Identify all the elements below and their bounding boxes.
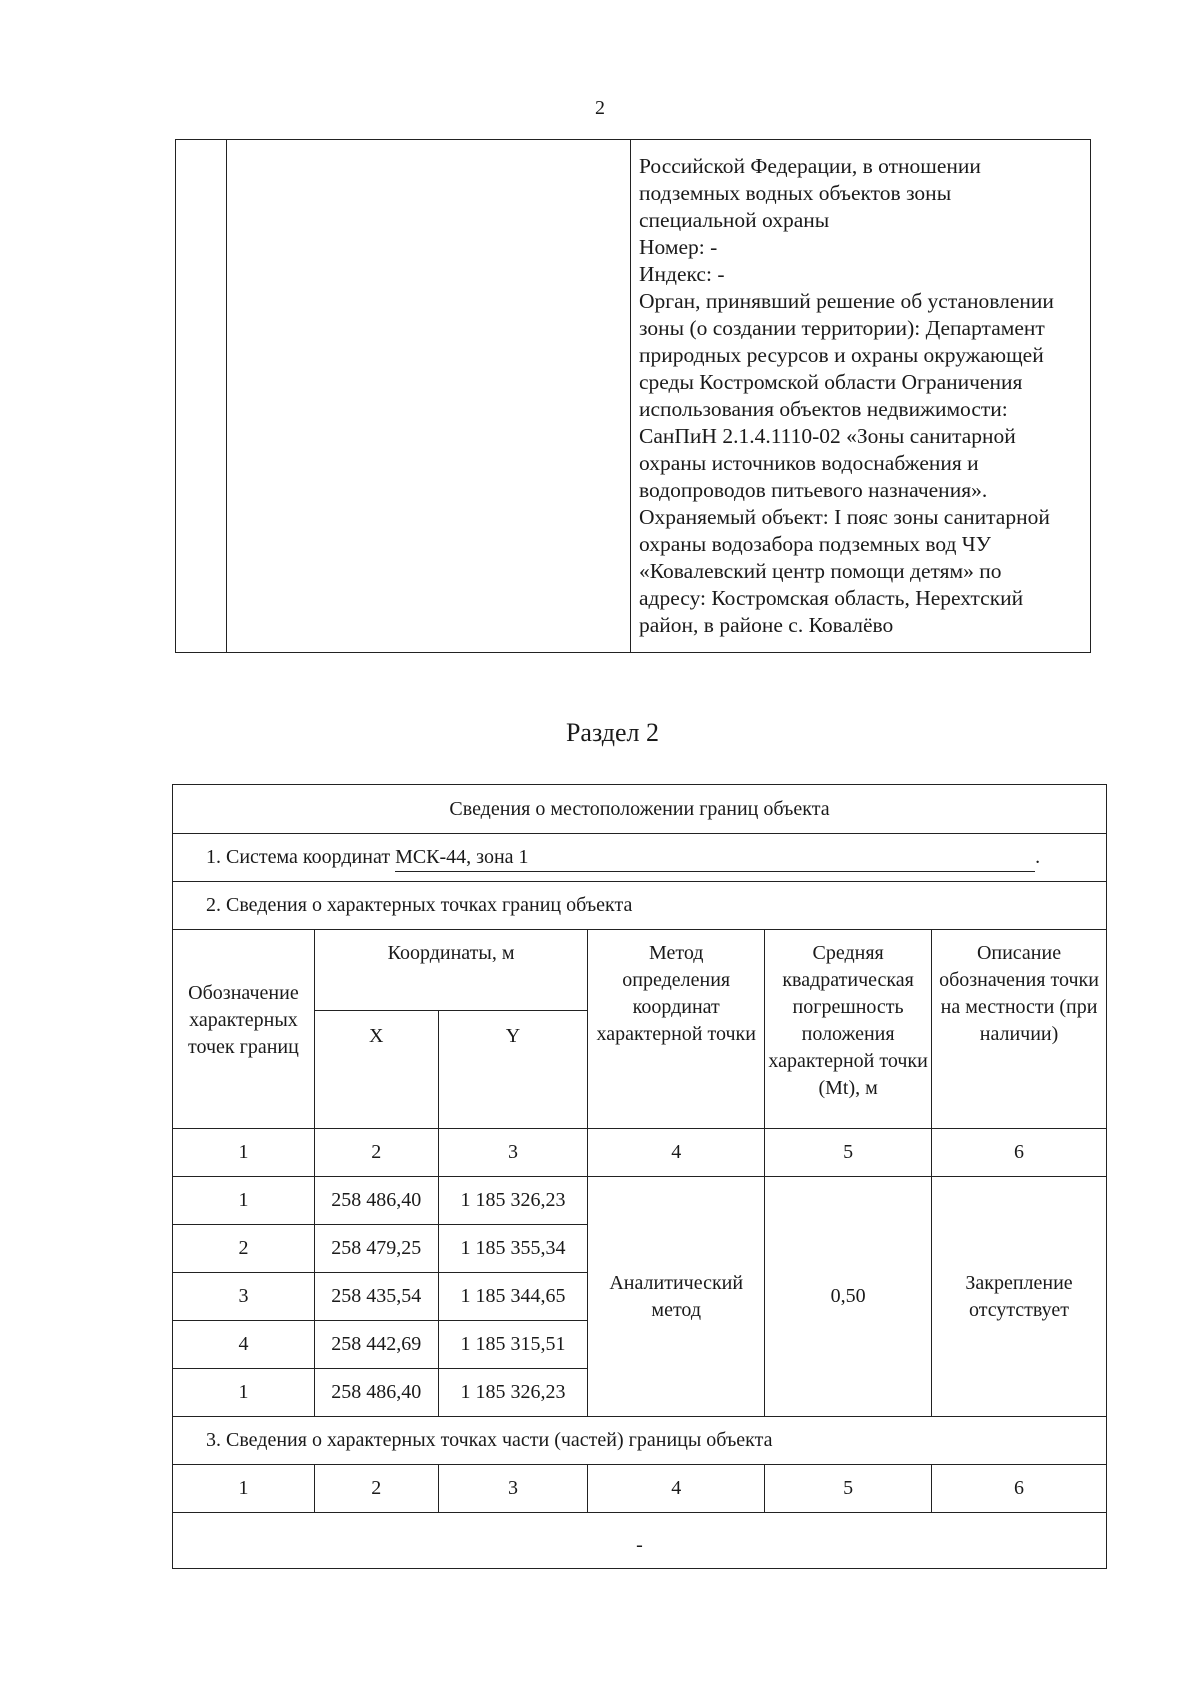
point-y: 1 185 355,34 <box>438 1225 588 1273</box>
point-number: 2 <box>173 1225 315 1273</box>
point-number: 1 <box>173 1177 315 1225</box>
desc-line: использования объектов недвижимости: <box>639 397 1008 421</box>
desc-line: Российской Федерации, в отношении <box>639 154 981 178</box>
empty-cell-1 <box>176 140 227 653</box>
desc-line: специальной охраны <box>639 208 830 232</box>
part-heading: 3. Сведения о характерных точках части (частей) границы объекта <box>173 1417 1107 1465</box>
coord-system-end: . <box>1035 845 1041 868</box>
point-x: 258 486,40 <box>314 1177 438 1225</box>
point-y: 1 185 344,65 <box>438 1273 588 1321</box>
point-x: 258 479,25 <box>314 1225 438 1273</box>
part-column-number: 2 <box>314 1465 438 1513</box>
coord-system-label: 1. Система координат <box>206 845 391 868</box>
desc-line: подземных водных объектов зоны <box>639 181 952 205</box>
desc-line: СанПиН 2.1.4.1110-02 «Зоны санитарной <box>639 424 1016 448</box>
coord-system-value: МСК-44, зона 1 <box>395 844 1035 872</box>
column-number: 4 <box>588 1129 765 1177</box>
desc-line: Номер: - <box>639 235 718 259</box>
column-number: 3 <box>438 1129 588 1177</box>
part-column-number: 3 <box>438 1465 588 1513</box>
part-value: - <box>173 1513 1107 1569</box>
part-column-number: 5 <box>765 1465 932 1513</box>
point-x: 258 486,40 <box>314 1369 438 1417</box>
desc-line: охраны водозабора подземных вод ЧУ <box>639 532 991 556</box>
method-value: Аналитический метод <box>588 1177 765 1417</box>
point-number: 4 <box>173 1321 315 1369</box>
header-x: X <box>314 1011 438 1129</box>
point-y: 1 185 315,51 <box>438 1321 588 1369</box>
point-number: 3 <box>173 1273 315 1321</box>
column-number: 6 <box>932 1129 1107 1177</box>
desc-line: водопроводов питьевого назначения». <box>639 478 988 502</box>
part-column-number: 6 <box>932 1465 1107 1513</box>
header-accuracy: Средняя квадратическая погрешность положения характерной точки (Mt), м <box>765 930 932 1129</box>
part-column-number: 1 <box>173 1465 315 1513</box>
header-coordinates: Координаты, м <box>314 930 587 1011</box>
desc-line: Орган, принявший решение об установлении <box>639 289 1054 313</box>
point-x: 258 442,69 <box>314 1321 438 1369</box>
point-x: 258 435,54 <box>314 1273 438 1321</box>
points-heading: 2. Сведения о характерных точках границ объекта <box>173 882 1107 930</box>
boundary-table <box>172 784 1107 1569</box>
desc-line: среды Костромской области Ограничения <box>639 370 1023 394</box>
header-designation: Обозначение характерных точек границ <box>173 930 315 1129</box>
description-value: Закрепление отсутствует <box>932 1177 1107 1417</box>
desc-line: адресу: Костромская область, Нерехтский <box>639 586 1024 610</box>
point-y: 1 185 326,23 <box>438 1177 588 1225</box>
page-number: 2 <box>595 97 605 119</box>
header-y: Y <box>438 1011 588 1129</box>
column-number: 5 <box>765 1129 932 1177</box>
header-description: Описание обозначения точки на местности (при наличии) <box>932 930 1107 1129</box>
column-number: 1 <box>173 1129 315 1177</box>
desc-line: Индекс: - <box>639 262 725 286</box>
header-method: Метод определения координат характерной точки <box>588 930 765 1129</box>
column-number: 2 <box>314 1129 438 1177</box>
desc-line: охраны источников водоснабжения и <box>639 451 979 475</box>
coord-system-row <box>173 834 1107 882</box>
desc-line: Охраняемый объект: I пояс зоны санитарной <box>639 505 1050 529</box>
part-column-number: 4 <box>588 1465 765 1513</box>
point-number: 1 <box>173 1369 315 1417</box>
table-title: Сведения о местоположении границ объекта <box>173 785 1107 834</box>
section-title: Раздел 2 <box>565 718 660 747</box>
zone-description-cell <box>631 140 1091 653</box>
continuation-table <box>175 139 1091 653</box>
desc-line: зоны (о создании территории): Департамент <box>639 316 1045 340</box>
point-y: 1 185 326,23 <box>438 1369 588 1417</box>
desc-line: природных ресурсов и охраны окружающей <box>639 343 1044 367</box>
empty-cell-2 <box>227 140 631 653</box>
desc-line: район, в районе с. Ковалёво <box>639 613 894 637</box>
accuracy-value: 0,50 <box>765 1177 932 1417</box>
desc-line: «Ковалевский центр помощи детям» по <box>639 559 1002 583</box>
